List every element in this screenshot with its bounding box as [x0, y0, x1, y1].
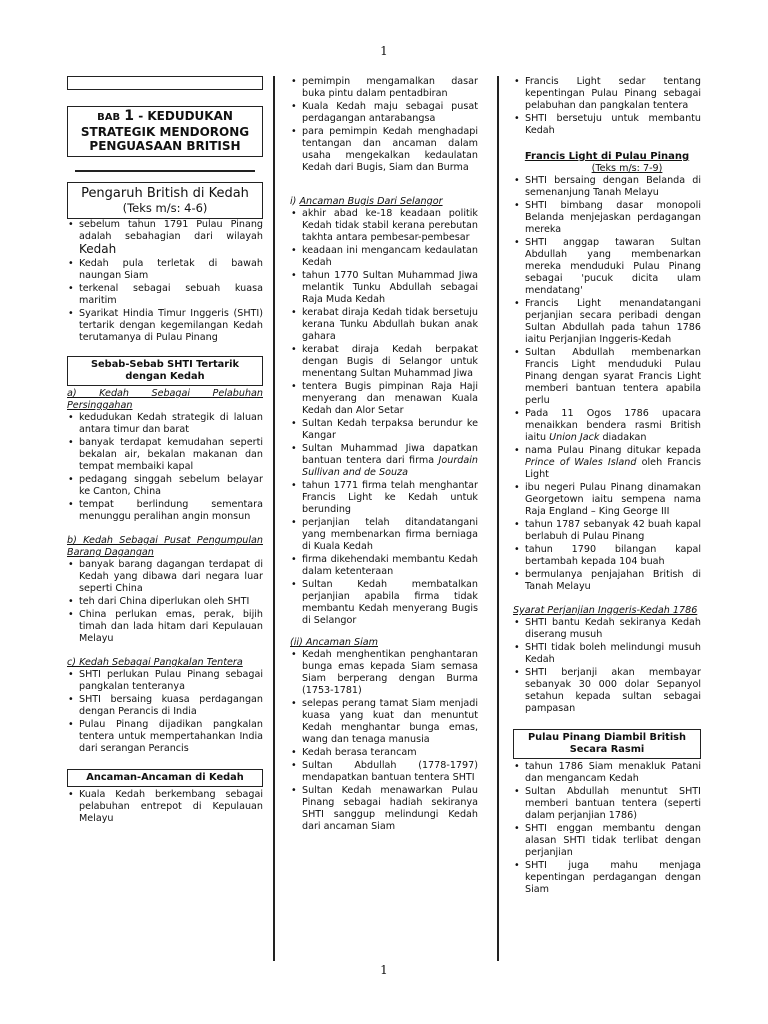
chapter-bab: BAB — [97, 112, 121, 123]
list-item: • SHTI tidak boleh melindungi musuh Kedah — [513, 642, 701, 666]
subheading-a: a) Kedah Sebagai Pelabuhan Persinggahan — [67, 388, 263, 411]
list-item-text: kerabat diraja Kedah berpakat dengan Bugis di Selangor untuk menentang Sultan Muhammad Jiwa — [302, 344, 478, 379]
list-item: • pemimpin mengamalkan dasar buka pintu dalam pentadbiran — [290, 76, 478, 100]
section-pengaruh-sub: (Teks m/s: 4-6) — [122, 201, 208, 215]
list-item — [67, 283, 263, 307]
list-item: • banyak terdapat kemudahan seperti bekalan air, bekalan makanan dan tempat membaiki kapal — [67, 437, 263, 473]
list-item: • SHTI berjanji akan membayar sebanyak 30 000 dolar Sepanyol setahun kepada sultan sebagai pampasan — [513, 667, 701, 715]
list-item-text: SHTI bersaing dengan Belanda di semenanjung Tanah Melayu — [525, 175, 701, 198]
list-item-large-text: Kedah — [79, 242, 117, 256]
list-francis-light — [513, 175, 701, 593]
section-pengaruh-box — [67, 182, 263, 219]
list-item — [67, 219, 263, 257]
subheading-bugis — [290, 196, 478, 208]
list-ancaman — [67, 789, 263, 825]
list-item-text: SHTI bimbang dasar monopoli Belanda menjejaskan perdagangan mereka — [525, 200, 701, 235]
list-item: • tempat berlindung sementara menunggu peralihan angin monsun — [67, 499, 263, 523]
subheading-siam: (ii) Ancaman Siam — [290, 637, 378, 648]
list-item — [290, 517, 478, 553]
list-item — [290, 208, 478, 244]
list-item-text: SHTI anggap tawaran Sultan Abdullah yang membenarkan mereka menduduki Pulau Pinang sebagai 'pucuk dicita ulam mendatang' — [525, 237, 701, 296]
list-item-text: Sultan Muhammad Jiwa dapatkan bantuan tentera dari firma — [302, 443, 478, 466]
list-item-text: Sultan Kedah membatalkan perjanjian apabila firma tidak membantu Kedah menyerang Bugis di Selangor — [302, 579, 478, 626]
list-item — [290, 344, 478, 380]
column-2 — [290, 76, 478, 834]
page-number-top: 1 — [380, 44, 388, 58]
page-number-bottom: 1 — [380, 963, 388, 977]
list-item-text: keadaan ini mengancam kedaulatan Kedah — [302, 245, 478, 268]
list-item: • Sultan Abdullah (1778-1797) mendapatkan bantuan tentera SHTI — [290, 760, 478, 784]
list-item-text: Pada 11 Ogos 1786 upacara menaikkan bendera rasmi British iaitu — [525, 408, 701, 443]
list-syarat — [513, 617, 701, 715]
list-item: • Pulau Pinang dijadikan pangkalan tentera untuk mempertahankan India dari serangan Perancis — [67, 719, 263, 755]
list-item: • SHTI enggan membantu dengan alasan SHTI tidak terlibat dengan perjanjian — [513, 823, 701, 859]
list-item: • banyak barang dagangan terdapat di Kedah yang dibawa dari negara luar seperti China — [67, 559, 263, 595]
list-item: • SHTI bersaing kuasa perdagangan dengan Perancis di India — [67, 694, 263, 718]
list-item: • SHTI juga mahu menjaga kepentingan perdagangan dengan Siam — [513, 860, 701, 896]
list-item-text: Syarikat Hindia Timur Inggeris (SHTI) tertarik dengan kegemilangan Kedah terutamanya di Pulau Pinang — [79, 308, 263, 343]
subheading-bugis-text: Ancaman Bugis Dari Selangor — [299, 196, 443, 207]
subheading-syarat: Syarat Perjanjian Inggeris-Kedah 1786 — [513, 605, 698, 616]
list-item-text: ibu negeri Pulau Pinang dinamakan Georgetown iaitu sempena nama Raja England – King George III — [525, 482, 701, 517]
list-item-text: terkenal sebagai sebuah kuasa maritim — [79, 283, 263, 306]
list-item: • China perlukan emas, perak, bijih timah dan lada hitam dari Kepulauan Melayu — [67, 609, 263, 645]
column-divider-left — [273, 76, 275, 961]
list-item-text: akhir abad ke-18 keadaan politik Kedah tidak stabil kerana perebutan takhta antara pembesar-pembesar — [302, 208, 478, 243]
list-item — [290, 307, 478, 343]
list-item — [513, 237, 701, 297]
list-item — [290, 579, 478, 627]
list-item — [290, 245, 478, 269]
list-b — [67, 559, 263, 645]
list-item: • SHTI bersetuju untuk membantu Kedah — [513, 113, 701, 137]
list-col2-top — [290, 76, 478, 174]
list-item — [290, 270, 478, 306]
list-item — [290, 381, 478, 417]
list-item — [67, 258, 263, 282]
list-item: • SHTI bantu Kedah sekiranya Kedah diserang musuh — [513, 617, 701, 641]
list-item: • Francis Light sedar tentang kepentingan Pulau Pinang sebagai pelabuhan dan pangkalan tentera — [513, 76, 701, 112]
list-item — [67, 308, 263, 344]
sebab-heading: Sebab-Sebab SHTI Tertarik dengan Kedah — [67, 356, 263, 386]
list-a — [67, 412, 263, 523]
list-item-text: tahun 1787 sebanyak 42 buah kapal berlabuh di Pulau Pinang — [525, 519, 701, 542]
list-item — [513, 175, 701, 199]
list-item-text: tahun 1790 bilangan kapal bertambah kepada 104 buah — [525, 544, 701, 567]
list-item: • Sultan Kedah menawarkan Pulau Pinang sebagai hadiah sekiranya SHTI sanggup melindungi Kedah dari ancaman Siam — [290, 785, 478, 833]
chapter-number: 1 — [124, 108, 135, 124]
list-item — [290, 443, 478, 479]
list-rasmi — [513, 761, 701, 896]
list-item: • Kedah berasa terancam — [290, 747, 478, 759]
list-item — [513, 482, 701, 518]
list-item: • tahun 1786 Siam menakluk Patani dan mengancam Kedah — [513, 761, 701, 785]
list-item: • SHTI perlukan Pulau Pinang sebagai pangkalan tenteranya — [67, 669, 263, 693]
list-siam — [290, 649, 478, 833]
list-item: • pedagang singgah sebelum belayar ke Canton, China — [67, 474, 263, 498]
list-item-text: tahun 1771 firma telah menghantar Francis Light ke Kedah untuk berunding — [302, 480, 478, 515]
subheading-bugis-prefix: i) — [290, 196, 300, 207]
empty-header-box — [67, 76, 263, 90]
list-item: • para pemimpin Kedah menghadapi tentangan dan ancaman dalam usaha mengekalkan kedaulatan Kedah dari Bugis, Siam dan Burma — [290, 126, 478, 174]
list-item-text: firma dikehendaki membantu Kedah dalam ketenteraan — [302, 554, 478, 577]
list-item — [513, 347, 701, 407]
ancaman-heading: Ancaman-Ancaman di Kedah — [67, 769, 263, 787]
list-item — [513, 445, 701, 481]
list-item — [513, 544, 701, 568]
list-item-text-after: oleh Francis Light — [525, 457, 702, 480]
list-item-text: Sultan Kedah terpaksa berundur ke Kangar — [302, 418, 478, 441]
subheading-b: b) Kedah Sebagai Pusat Pengumpulan Barang Dagangan — [67, 535, 263, 558]
list-item-italic: Union Jack — [549, 432, 600, 443]
divider-line — [75, 170, 255, 172]
francis-light-sub: (Teks m/s: 7-9) — [591, 163, 663, 174]
list-item: • selepas perang tamat Siam menjadi kuasa yang kuat dan menuntut Kedah menghantar bunga emas, wang dan tenaga manusia — [290, 698, 478, 746]
list-item: • Sultan Abdullah menuntut SHTI memberi bantuan tentera (seperti dalam perjanjian 1786) — [513, 786, 701, 822]
list-item — [290, 554, 478, 578]
list-item — [513, 519, 701, 543]
list-item-text-after: diadakan — [599, 432, 647, 443]
list-item-text: Kedah pula terletak di bawah naungan Siam — [79, 258, 263, 281]
list-item: • Kuala Kedah berkembang sebagai pelabuhan entrepot di Kepulauan Melayu — [67, 789, 263, 825]
chapter-title — [67, 106, 263, 157]
list-item — [513, 569, 701, 593]
chapter-title-text: - KEDUDUKAN STRATEGIK MENDORONG PENGUASAAN BRITISH — [80, 109, 250, 153]
list-item — [290, 418, 478, 442]
list-item-italic: Prince of Wales Island — [525, 457, 637, 468]
list-item-text: bermulanya penjajahan British di Tanah Melayu — [525, 569, 701, 592]
column-1 — [67, 76, 263, 826]
intro-list — [67, 219, 263, 344]
list-item-text: tentera Bugis pimpinan Raja Haji menyerang dan menawan Kuala Kedah dan Alor Setar — [302, 381, 478, 416]
list-col3-top — [513, 76, 701, 137]
list-item-text: Francis Light menandatangani perjanjian secara peribadi dengan Sultan Abdullah pada tahun 1786 iaitu Perjanjian Inggeris-Kedah — [525, 298, 701, 345]
rasmi-heading: Pulau Pinang Diambil British Secara Rasmi — [513, 729, 701, 759]
list-item: • teh dari China diperlukan oleh SHTI — [67, 596, 263, 608]
list-item: • kedudukan Kedah strategik di laluan antara timur dan barat — [67, 412, 263, 436]
list-item-text: tahun 1770 Sultan Muhammad Jiwa melantik Tunku Abdullah sebagai Raja Muda Kedah — [302, 270, 478, 305]
column-divider-right — [497, 76, 499, 961]
francis-light-heading: Francis Light di Pulau Pinang — [524, 151, 690, 162]
list-item-text: perjanjian telah ditandatangani yang membenarkan firma berniaga di Kuala Kedah — [302, 517, 478, 552]
section-pengaruh-title: Pengaruh British di Kedah — [81, 186, 249, 201]
list-item-italic: Jourdain Sullivan and de Souza — [302, 455, 478, 478]
list-item-text: Sultan Abdullah membenarkan Francis Light menduduki Pulau Pinang dengan syarat Francis Light memberi bantuan tentera apabila perlu — [525, 347, 701, 406]
list-item — [290, 480, 478, 516]
list-item: • Kedah menghentikan penghantaran bunga emas kepada Siam semasa Siam berperang dengan Burma (1753-1781) — [290, 649, 478, 697]
list-item — [513, 408, 701, 444]
list-item: • Kuala Kedah maju sebagai pusat perdagangan antarabangsa — [290, 101, 478, 125]
list-item-text: kerabat diraja Kedah tidak bersetuju kerana Tunku Abdullah bukan anak gahara — [302, 307, 478, 342]
subheading-c: c) Kedah Sebagai Pangkalan Tentera — [67, 657, 243, 668]
list-item — [513, 298, 701, 346]
column-3 — [513, 76, 701, 897]
list-item-text: nama Pulau Pinang ditukar kepada — [525, 445, 701, 456]
list-c — [67, 669, 263, 755]
list-item-text: sebelum tahun 1791 Pulau Pinang adalah sebahagian dari wilayah — [79, 219, 263, 242]
list-bugis — [290, 208, 478, 627]
list-item — [513, 200, 701, 236]
